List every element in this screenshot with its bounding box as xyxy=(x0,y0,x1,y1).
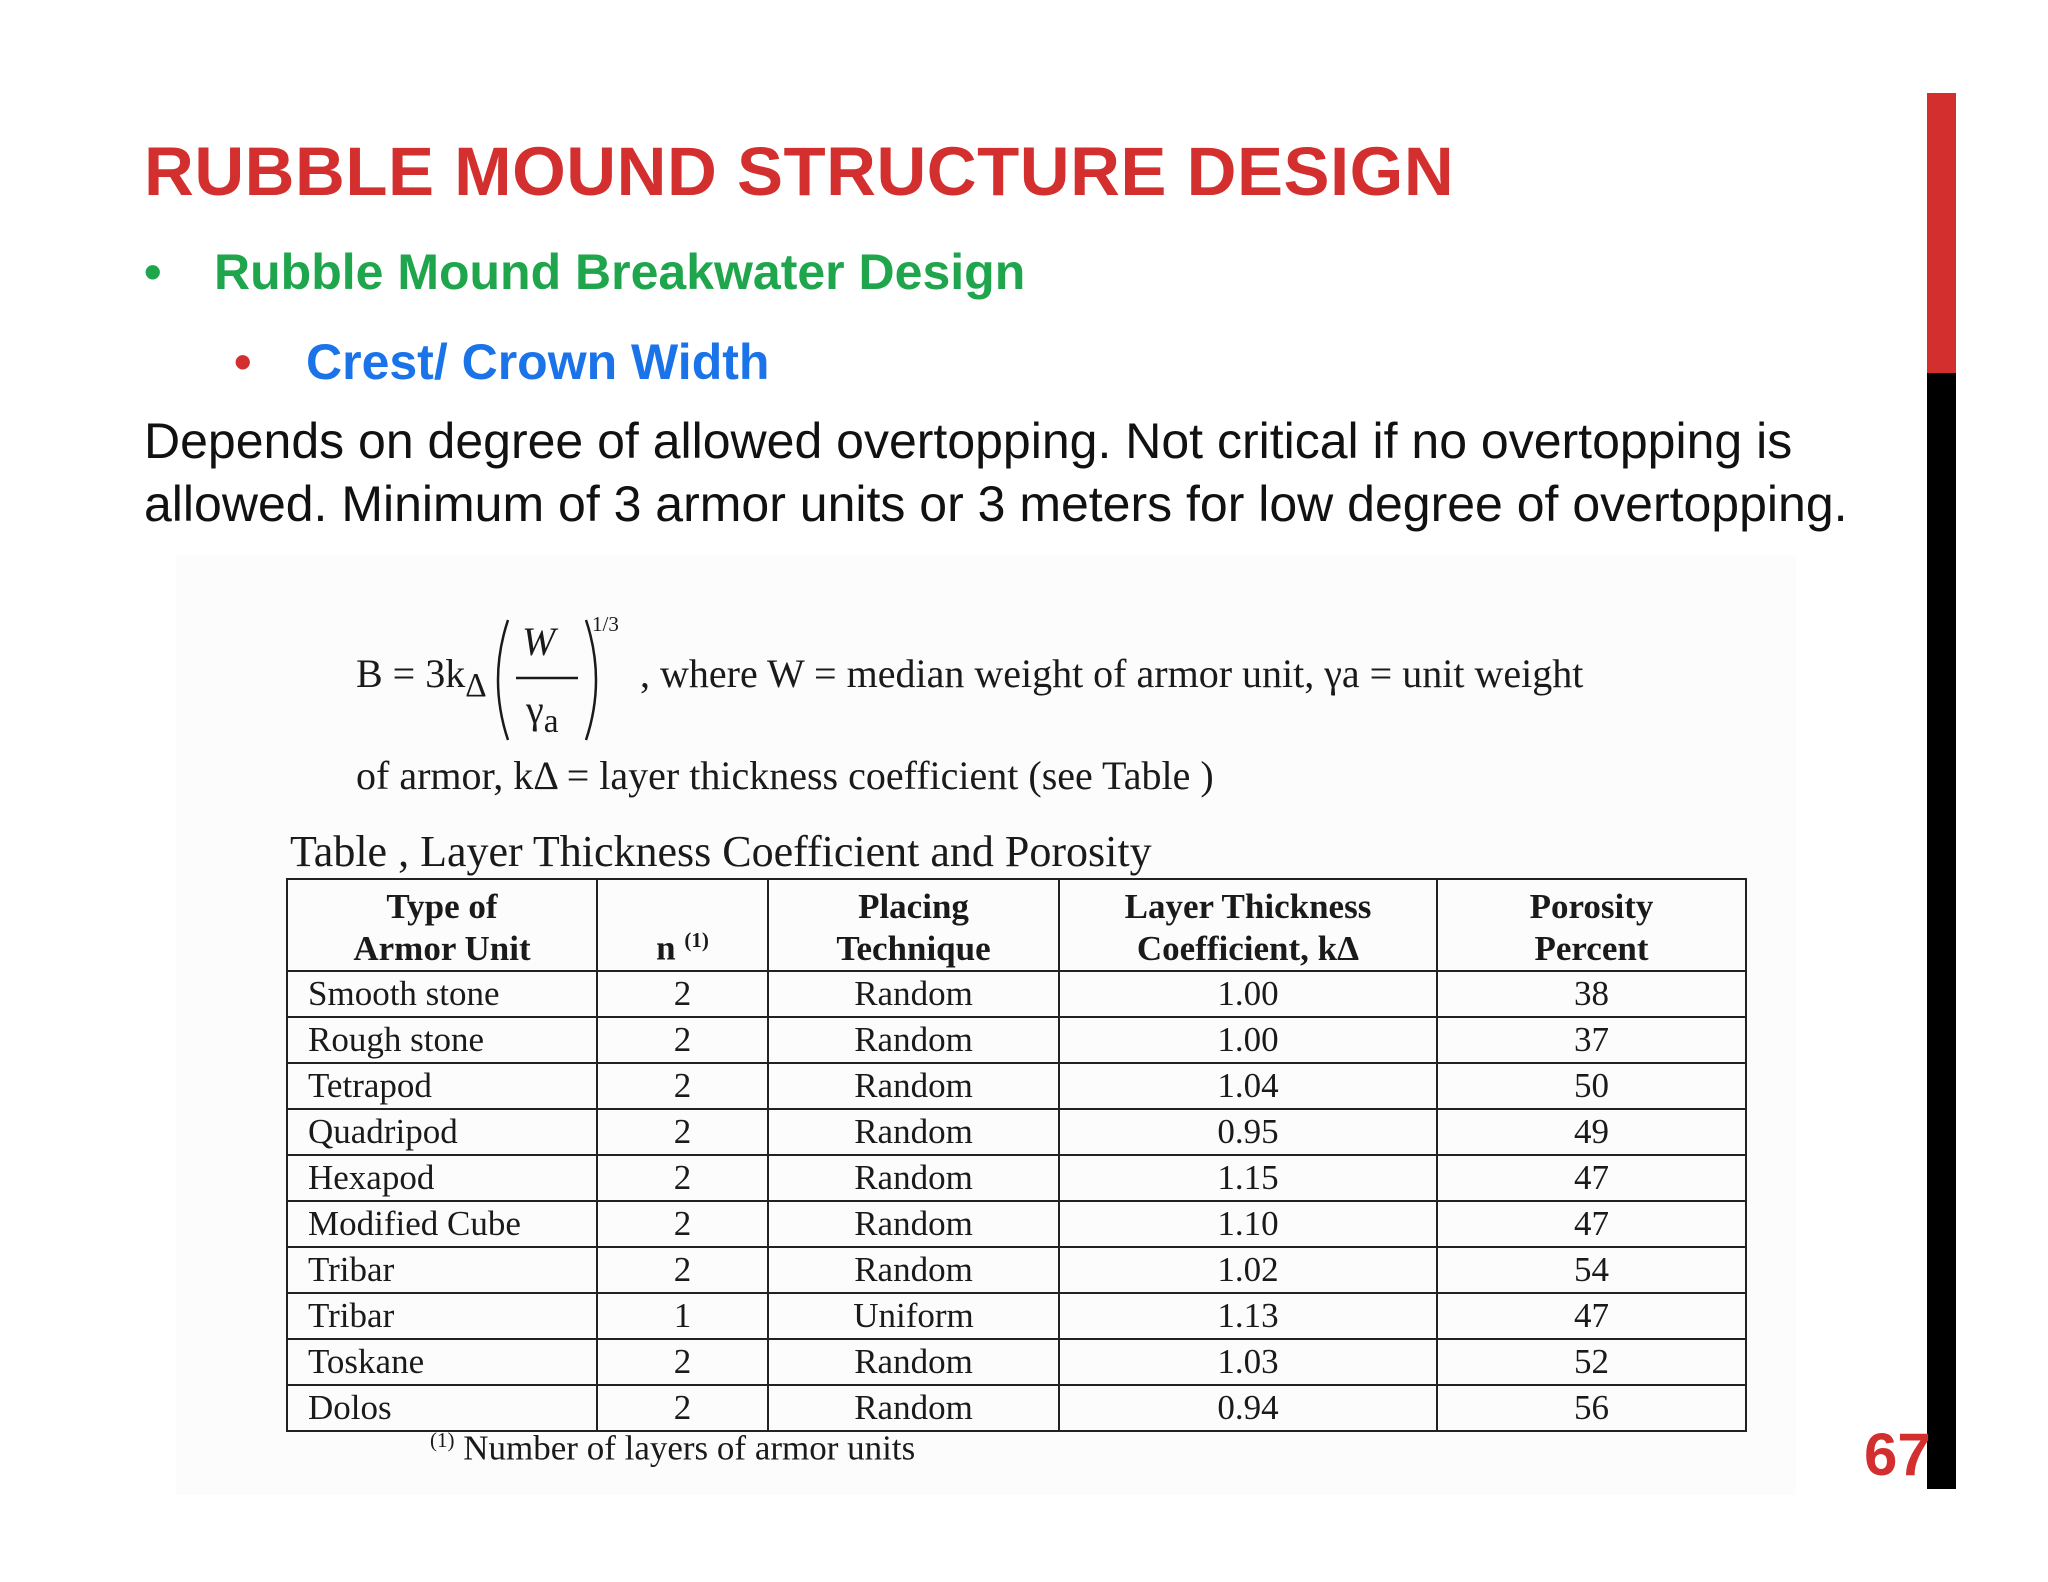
page-number: 67 xyxy=(1864,1421,1931,1488)
formula-line2: of armor, kΔ = layer thickness coefficient (see Table ) xyxy=(356,753,1214,798)
header-coefficient: Layer Thickness Coefficient, kΔ xyxy=(1059,879,1437,971)
table-row: Tribar 2 Random 1.02 54 xyxy=(287,1247,1746,1293)
formula-numerator: W xyxy=(522,619,556,664)
accent-bar-red xyxy=(1927,93,1956,373)
table-caption: Table , Layer Thickness Coefficient and Porosity xyxy=(290,827,1152,876)
body-line: allowed. Minimum of 3 armor units or 3 meters for low degree of overtopping. xyxy=(144,476,1848,532)
bullet-dot-icon: • xyxy=(234,334,252,390)
formula-denominator: $\gamma_a$ xyxy=(526,687,559,740)
table-row: Modified Cube 2 Random 1.10 47 xyxy=(287,1201,1746,1247)
slide-title: RUBBLE MOUND STRUCTURE DESIGN xyxy=(144,133,1455,210)
header-placing: Placing Technique xyxy=(768,879,1059,971)
formula-lhs: $B = 3k_\Delta$ xyxy=(356,651,487,704)
bullet-dot-icon: • xyxy=(144,244,162,300)
table-row: Hexapod 2 Random 1.15 47 xyxy=(287,1155,1746,1201)
table-row: Rough stone 2 Random 1.00 37 xyxy=(287,1017,1746,1063)
table-row: Smooth stone 2 Random 1.00 38 xyxy=(287,971,1746,1017)
table-row: Toskane 2 Random 1.03 52 xyxy=(287,1339,1746,1385)
bullet-level2 xyxy=(234,333,769,391)
accent-bar-black xyxy=(1927,373,1956,1489)
table-row: Dolos 2 Random 0.94 56 xyxy=(287,1385,1746,1431)
header-n: n $^{(1)}$ xyxy=(597,879,768,971)
bullet-level2-text: Crest/ Crown Width xyxy=(306,334,770,390)
table-row: Tetrapod 2 Random 1.04 50 xyxy=(287,1063,1746,1109)
bullet-level1 xyxy=(144,243,1025,301)
table-header-row xyxy=(287,879,1746,971)
table-row: Quadripod 2 Random 0.95 49 xyxy=(287,1109,1746,1155)
formula-where-text: , where W = median weight of armor unit, γa = unit weight xyxy=(640,651,1584,696)
table-row: Tribar 1 Uniform 1.13 47 xyxy=(287,1293,1746,1339)
armor-table xyxy=(286,878,1747,1432)
header-porosity: Porosity Percent xyxy=(1437,879,1746,971)
bullet-level1-text: Rubble Mound Breakwater Design xyxy=(214,244,1026,300)
table-footnote: $^{(1)}$ Number of layers of armor units xyxy=(430,1428,916,1468)
body-line: Depends on degree of allowed overtopping. Not critical if no overtopping is xyxy=(144,413,1793,469)
header-type: Type of Armor Unit xyxy=(287,879,597,971)
body-paragraph xyxy=(144,410,1924,536)
formula-exponent: 1/3 xyxy=(592,612,619,636)
